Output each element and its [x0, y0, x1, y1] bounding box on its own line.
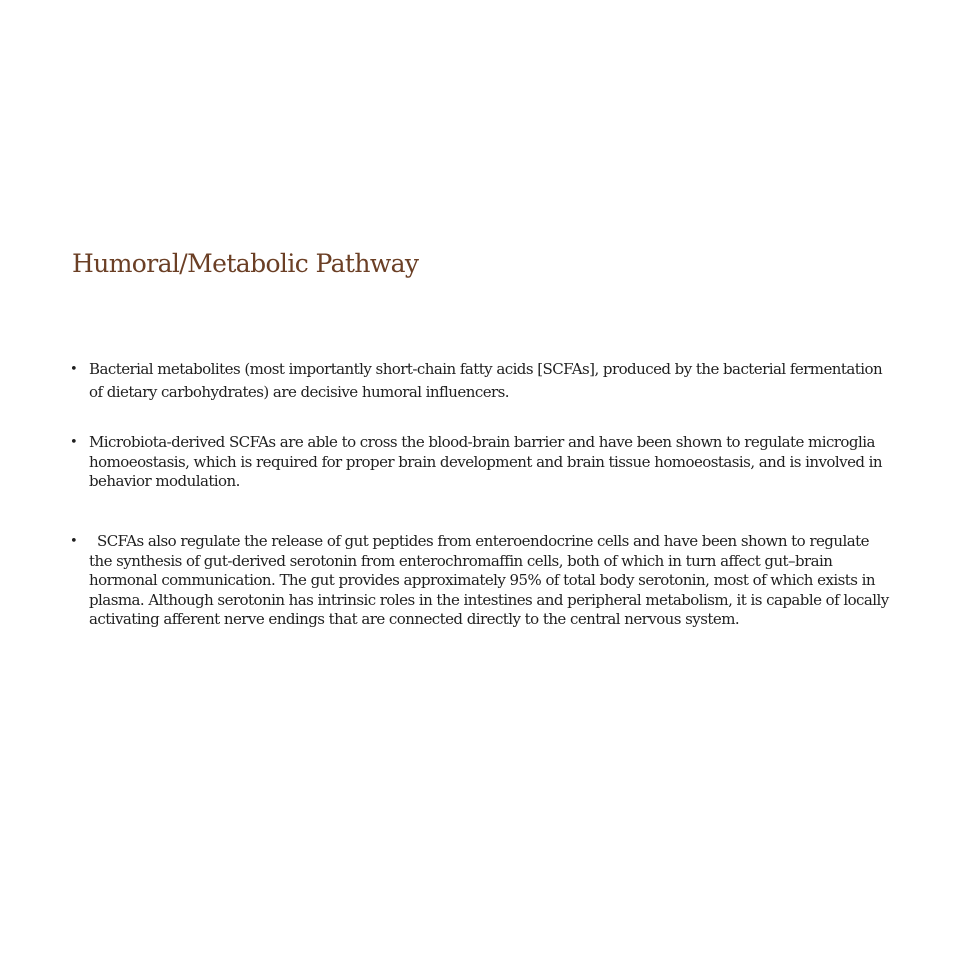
bullet-marker: •	[70, 435, 78, 450]
slide-title: Humoral/Metabolic Pathway	[72, 249, 419, 278]
bullet-item	[70, 532, 892, 630]
bullet-text: SCFAs also regulate the release of gut peptides from enteroendocrine cells and have been shown to regulate the synthesis of gut-derived serotonin from enterochromaffin cells, both of which in turn affect gut–brain hormonal communication. The gut provides approximately 95% of total body serotonin, most of which exists in plasma. Although serotonin has intrinsic roles in the intestines and peripheral metabolism, it is capable of locally activating afferent nerve endings that are connected directly to the central nervous system.	[89, 532, 889, 629]
bullet-marker: •	[70, 362, 78, 377]
bullet-item	[70, 358, 892, 404]
bullet-text: Microbiota-derived SCFAs are able to cross the blood-brain barrier and have been shown to regulate microglia homoeostasis, which is required for proper brain development and brain tissue homoeostasis, and is involved in behavior modulation.	[89, 433, 883, 491]
bullet-item	[70, 433, 892, 492]
bullet-marker: •	[70, 534, 78, 549]
bullet-text: Bacterial metabolites (most importantly short-chain fatty acids [SCFAs], produced by the bacterial fermentation of dietary carbohydrates) are decisive humoral influencers.	[89, 360, 883, 401]
